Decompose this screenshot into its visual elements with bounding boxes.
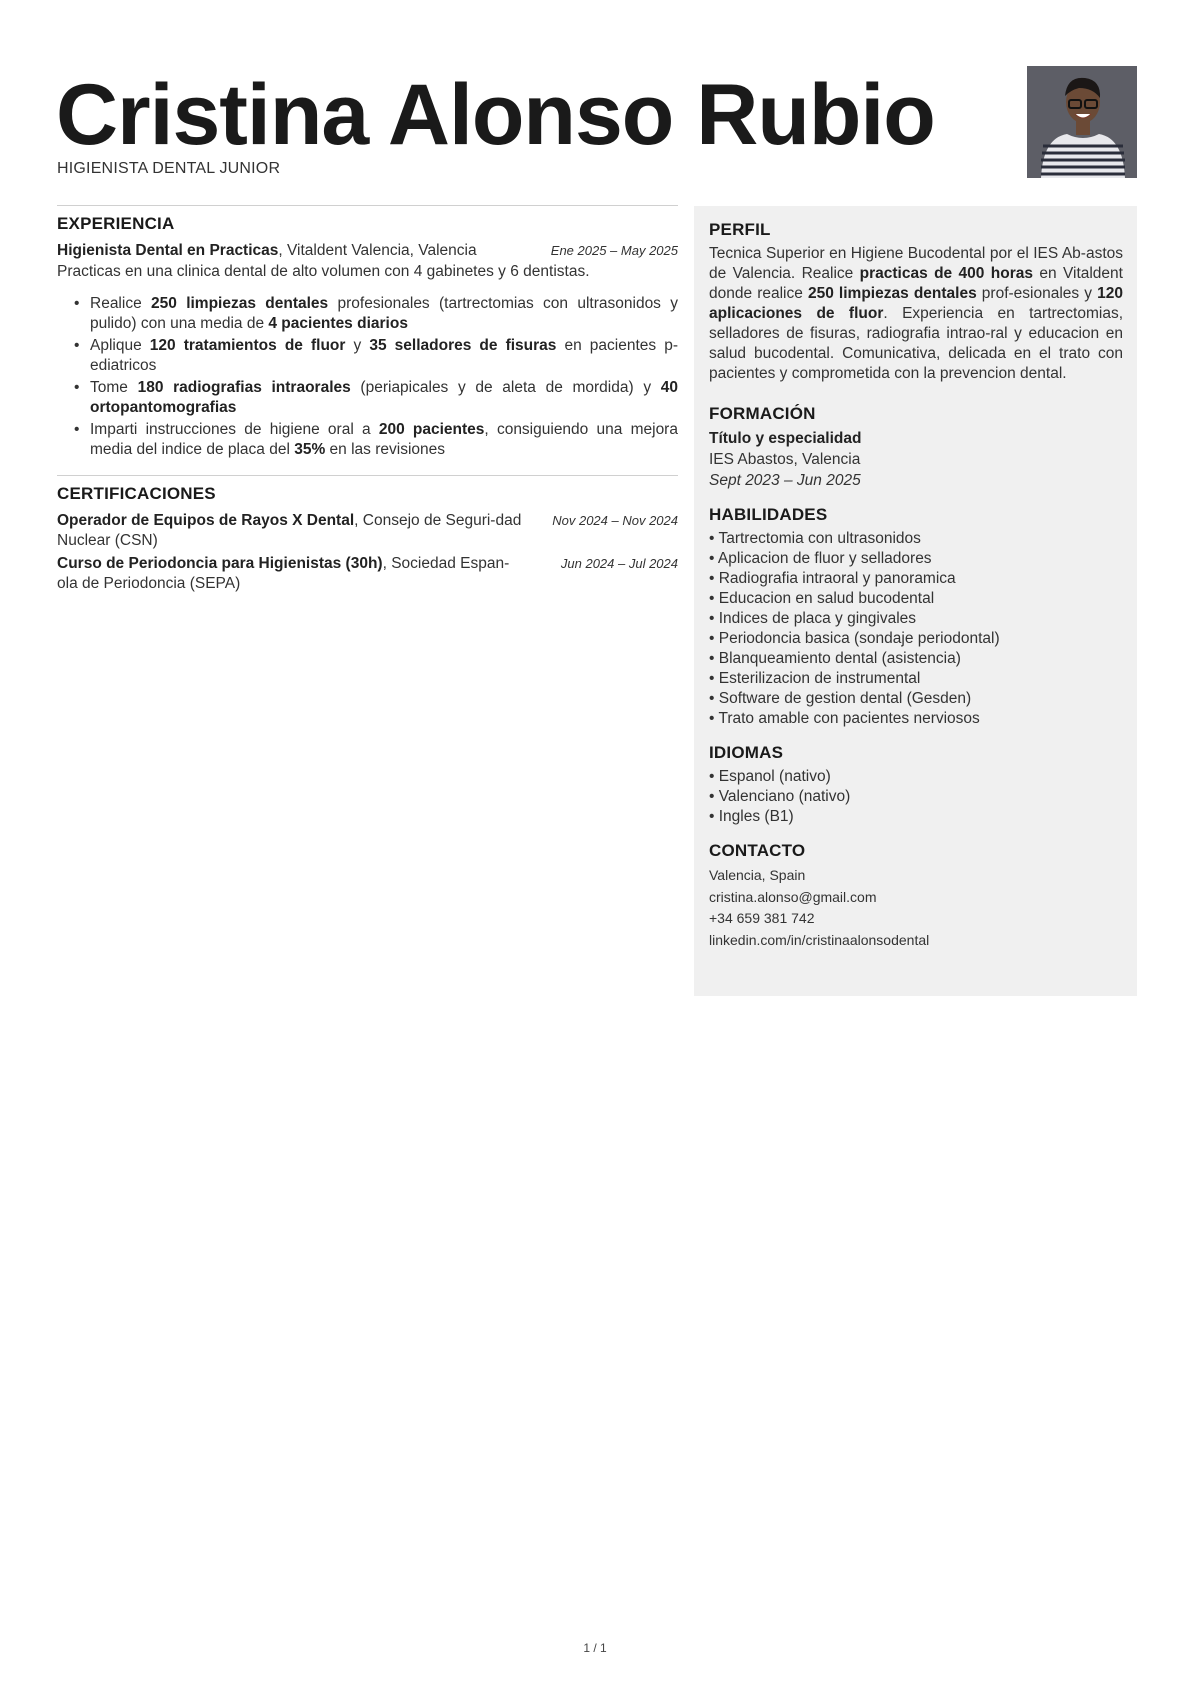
profile-heading: PERFIL	[709, 220, 771, 239]
languages-section	[709, 743, 1123, 827]
experience-bullet: • Imparti instrucciones de higiene oral a 200 pacientes, consiguiendo una mejora media del indice de placa del 35% en las revisiones	[74, 420, 678, 460]
certification-name: Curso de Periodoncia para Higienistas (30h)	[57, 555, 383, 572]
certification-dates: Nov 2024 – Nov 2024	[552, 513, 678, 528]
skill-item: • Aplicacion de fluor y selladores	[709, 549, 1123, 569]
highlight-text: 35 selladores de fisuras	[369, 337, 557, 354]
experience-heading: EXPERIENCIA	[57, 214, 175, 233]
education-dates: Sept 2023 – Jun 2025	[709, 472, 861, 489]
candidate-name: Cristina Alonso Rubio	[56, 67, 935, 163]
profile-photo	[1027, 66, 1137, 178]
certification-dates: Jun 2024 – Jul 2024	[560, 556, 678, 571]
highlight-text: 180 radiografias intraorales	[137, 379, 351, 396]
highlight-text: 200 pacientes	[378, 421, 485, 438]
languages-list	[709, 767, 1123, 827]
contact-location: Valencia, Spain	[709, 867, 806, 883]
education-heading: FORMACIÓN	[709, 404, 816, 423]
skill-item: • Software de gestion dental (Gesden)	[709, 689, 1123, 709]
skill-item: • Tartrectomia con ultrasonidos	[709, 529, 1123, 549]
divider	[57, 475, 678, 476]
highlight-text: 4 pacientes diarios	[268, 315, 408, 332]
profile-section	[709, 220, 1123, 384]
job-title: HIGIENISTA DENTAL JUNIOR	[57, 160, 281, 177]
experience-bullet: • Aplique 120 tratamientos de fluor y 35 selladores de fisuras en pacientes p-ediatricos	[74, 336, 678, 376]
sidebar	[694, 206, 1137, 996]
contact-section	[709, 841, 1123, 951]
highlight-text: 250 limpiezas dentales	[807, 285, 977, 302]
certification-entry	[57, 554, 678, 594]
experience-entry	[57, 241, 678, 460]
experience-bullet: • Realice 250 limpiezas dentales profesionales (tartrectomias con ultrasonidos y pulido) con una media de 4 pacientes diarios	[74, 294, 678, 334]
highlight-text: 35%	[294, 441, 326, 458]
contact-heading: CONTACTO	[709, 841, 806, 860]
experience-role: Higienista Dental en Practicas	[57, 242, 279, 259]
skills-heading: HABILIDADES	[709, 505, 828, 524]
education-degree: Título y especialidad	[709, 430, 862, 447]
skills-list	[709, 529, 1123, 729]
contact-phone[interactable]: +34 659 381 742	[709, 910, 815, 926]
experience-description: Practicas en una clinica dental de alto volumen con 4 gabinetes y 6 dentistas.	[57, 263, 590, 280]
highlight-text: 120 aplicaciones de fluor	[709, 285, 1123, 322]
highlight-text: 120 tratamientos de fluor	[149, 337, 346, 354]
highlight-text: 40 ortopantomografias	[90, 379, 678, 416]
certification-entry	[57, 511, 678, 551]
experience-dates: Ene 2025 – May 2025	[550, 243, 678, 258]
skill-item: • Trato amable con pacientes nerviosos	[709, 709, 1123, 729]
main-column	[57, 205, 678, 597]
skill-item: • Esterilizacion de instrumental	[709, 669, 1123, 689]
certification-name: Operador de Equipos de Rayos X Dental	[57, 512, 355, 529]
profile-summary: Tecnica Superior en Higiene Bucodental por el IES Ab-astos de Valencia. Realice practicas de 400 horas en Vitaldent donde realice 250 limpiezas dentales prof-esionales y 120 aplicaciones de fluor. Experiencia en tartrectomias, selladores de fisuras, radiografia intrao-ral y educacion en salud bucodental. Comunicativa, delicada en el trato con pacientes y comprometida con la prevencion dental.	[709, 245, 1123, 382]
certification-issuer: , Consejo de Seguri-dad Nuclear (CSN)	[57, 512, 522, 549]
skill-item: • Blanqueamiento dental (asistencia)	[709, 649, 1123, 669]
certifications-heading: CERTIFICACIONES	[57, 484, 216, 503]
experience-bullets	[74, 294, 678, 460]
experience-bullet: • Tome 180 radiografias intraorales (periapicales y de aleta de mordida) y 40 ortopantomografias	[74, 378, 678, 418]
experience-org: , Vitaldent Valencia, Valencia	[278, 242, 477, 259]
language-item: • Valenciano (nativo)	[709, 787, 1123, 807]
contact-email[interactable]: cristina.alonso@gmail.com	[709, 888, 877, 905]
education-school: IES Abastos, Valencia	[709, 451, 861, 468]
page-number: 1 / 1	[583, 1641, 607, 1655]
divider	[57, 205, 678, 206]
education-section	[709, 404, 1123, 491]
person-photo-icon	[1027, 66, 1137, 178]
language-item: • Espanol (nativo)	[709, 767, 1123, 787]
highlight-text: 250 limpiezas dentales	[151, 295, 329, 312]
skill-item: • Radiografia intraoral y panoramica	[709, 569, 1123, 589]
skill-item: • Indices de placa y gingivales	[709, 609, 1123, 629]
skills-section	[709, 505, 1123, 729]
language-item: • Ingles (B1)	[709, 807, 1123, 827]
contact-linkedin[interactable]: linkedin.com/in/cristinaalonsodental	[709, 931, 930, 948]
highlight-text: practicas de 400 horas	[859, 265, 1033, 282]
languages-heading: IDIOMAS	[709, 743, 784, 762]
skill-item: • Educacion en salud bucodental	[709, 589, 1123, 609]
skill-item: • Periodoncia basica (sondaje periodontal)	[709, 629, 1123, 649]
certification-issuer: , Sociedad Espan-ola de Periodoncia (SEPA)	[57, 555, 510, 592]
